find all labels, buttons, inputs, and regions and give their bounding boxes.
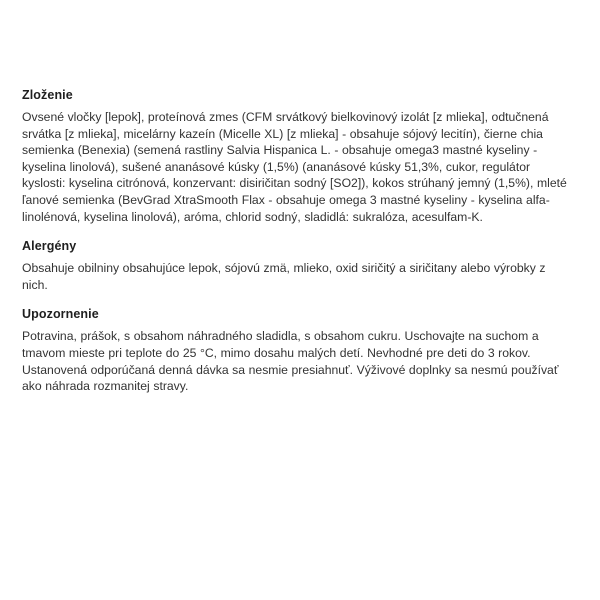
section-body-zlozenie: Ovsené vločky [lepok], proteínová zmes (CFM srvátkový bielkovinový izolát [z mlieka], odtučnená srvátka [z mlieka], micelárny kazeín (Micelle XL) [z mlieka] - obsahuje sójový lecitín), čierne chia semienka (Benexia) (semená rastliny Salvia Hispanica L. - obsahuje omega3 mastné kyseliny - kyselina linolová), sušené ananásové kúsky (1,5%) (ananásové kúsky 51,3%, cukor, regulátor kyslosti: kyselina citrónová, konzervant: disiričitan sodný [SO2]), kokos strúhaný jemný (1,5%), mleté ľanové semienka (BevGrad XtraSmooth Flax - obsahuje omega 3 mastné kyseliny - kyselina alfa-linolénová, kyselina linolová), aróma, chlorid sodný, sladidlá: sukralóza, acesulfam-K. [22, 110, 567, 224]
section-alergeny [22, 239, 570, 293]
section-zlozenie [22, 88, 570, 225]
section-upozornenie [22, 307, 570, 394]
section-title-zlozenie: Zloženie [22, 88, 73, 102]
document-content [22, 88, 570, 395]
section-body-upozornenie: Potravina, prášok, s obsahom náhradného sladidla, s obsahom cukru. Uschovajte na suchom a tmavom mieste pri teplote do 25 °C, mimo dosahu malých detí. Nevhodné pre deti do 3 rokov. Ustanovená odporúčaná denná dávka sa nesmie presiahnuť. Výživové doplnky sa nesmú používať ako náhrada rozmanitej stravy. [22, 329, 559, 394]
section-body-alergeny: Obsahuje obilniny obsahujúce lepok, sójovú zmä, mlieko, oxid siričitý a siričitany alebo výrobky z nich. [22, 261, 546, 292]
section-title-alergeny: Alergény [22, 239, 77, 254]
section-title-upozornenie: Upozornenie [22, 307, 99, 322]
